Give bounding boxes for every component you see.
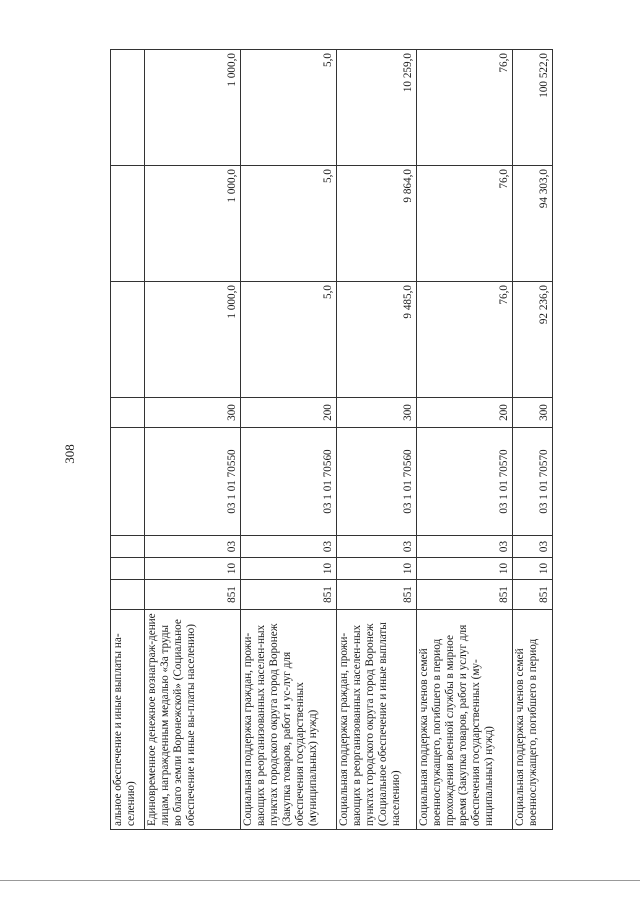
section-cell: 10 xyxy=(417,558,513,580)
amount-year2-cell: 5,0 xyxy=(241,166,337,282)
table-row xyxy=(241,50,337,830)
expense-type-cell: 300 xyxy=(337,398,417,428)
target-article-cell: 03 1 01 70550 xyxy=(145,428,241,536)
amount-year2-cell: 1 000,0 xyxy=(145,166,241,282)
grbs-cell: 851 xyxy=(417,580,513,610)
page-number: 308 xyxy=(62,444,77,464)
grbs-cell: 851 xyxy=(241,580,337,610)
grbs-cell: 851 xyxy=(513,580,553,610)
amount-year3-cell xyxy=(111,50,145,166)
grbs-cell xyxy=(111,580,145,610)
amount-year3-cell: 5,0 xyxy=(241,50,337,166)
name-cell: Социальная поддержка членов семей военнослужащего, погибшего в период xyxy=(513,610,553,830)
amount-year3-cell: 76,0 xyxy=(417,50,513,166)
bottom-rule xyxy=(0,880,640,881)
section-cell: 10 xyxy=(145,558,241,580)
target-article-cell: 03 1 01 70570 xyxy=(417,428,513,536)
amount-year2-cell: 76,0 xyxy=(417,166,513,282)
expense-type-cell: 200 xyxy=(417,398,513,428)
amount-year1-cell: 5,0 xyxy=(241,282,337,398)
expense-type-cell: 300 xyxy=(513,398,553,428)
amount-year2-cell xyxy=(111,166,145,282)
expense-type-cell: 200 xyxy=(241,398,337,428)
amount-year3-cell: 10 259,0 xyxy=(337,50,417,166)
name-cell: Социальная поддержка членов семей военнослужащего, погибшего в период прохождения военной службы в мирное время (Закупка товаров, работ и услуг для обеспечения государственных (му-ниципальных) нужд) xyxy=(417,610,513,830)
table-row xyxy=(111,50,145,830)
amount-year2-cell: 94 303,0 xyxy=(513,166,553,282)
grbs-cell: 851 xyxy=(145,580,241,610)
name-cell: Единовременное денежное вознаграж-дение лицам, награжденным медалью «За труды во благо земли Воронежской» (Социальное обеспечение и иные вы-платы населению) xyxy=(145,610,241,830)
target-article-cell xyxy=(111,428,145,536)
target-article-cell: 03 1 01 70570 xyxy=(513,428,553,536)
table-row xyxy=(417,50,513,830)
amount-year3-cell: 100 522,0 xyxy=(513,50,553,166)
name-cell: Социальная поддержка граждан, прожи-вающих в реорганизованных населен-ных пунктах городского округа город Воронеж (Социальное обеспечение и иные выплаты населению) xyxy=(337,610,417,830)
subsection-cell: 03 xyxy=(145,536,241,558)
subsection-cell: 03 xyxy=(337,536,417,558)
budget-table xyxy=(110,49,553,830)
section-cell: 10 xyxy=(513,558,553,580)
target-article-cell: 03 1 01 70560 xyxy=(241,428,337,536)
amount-year3-cell: 1 000,0 xyxy=(145,50,241,166)
amount-year1-cell: 1 000,0 xyxy=(145,282,241,398)
subsection-cell xyxy=(111,536,145,558)
subsection-cell: 03 xyxy=(417,536,513,558)
name-cell: альное обеспечение и иные выплаты на-селению) xyxy=(111,610,145,830)
amount-year1-cell: 76,0 xyxy=(417,282,513,398)
table-body xyxy=(111,50,553,830)
subsection-cell: 03 xyxy=(513,536,553,558)
amount-year2-cell: 9 864,0 xyxy=(337,166,417,282)
grbs-cell: 851 xyxy=(337,580,417,610)
section-cell: 10 xyxy=(337,558,417,580)
table-row xyxy=(513,50,553,830)
subsection-cell: 03 xyxy=(241,536,337,558)
table-row xyxy=(337,50,417,830)
amount-year1-cell: 92 236,0 xyxy=(513,282,553,398)
section-cell xyxy=(111,558,145,580)
table-row xyxy=(145,50,241,830)
rotated-table-container xyxy=(110,50,590,830)
section-cell: 10 xyxy=(241,558,337,580)
expense-type-cell xyxy=(111,398,145,428)
amount-year1-cell xyxy=(111,282,145,398)
target-article-cell: 03 1 01 70560 xyxy=(337,428,417,536)
expense-type-cell: 300 xyxy=(145,398,241,428)
amount-year1-cell: 9 485,0 xyxy=(337,282,417,398)
name-cell: Социальная поддержка граждан, прожи-вающих в реорганизованных населен-ных пунктах городского округа город Воронеж (Закупка товаров, работ и ус-луг для обеспечения государственных (муниципальных) нужд) xyxy=(241,610,337,830)
